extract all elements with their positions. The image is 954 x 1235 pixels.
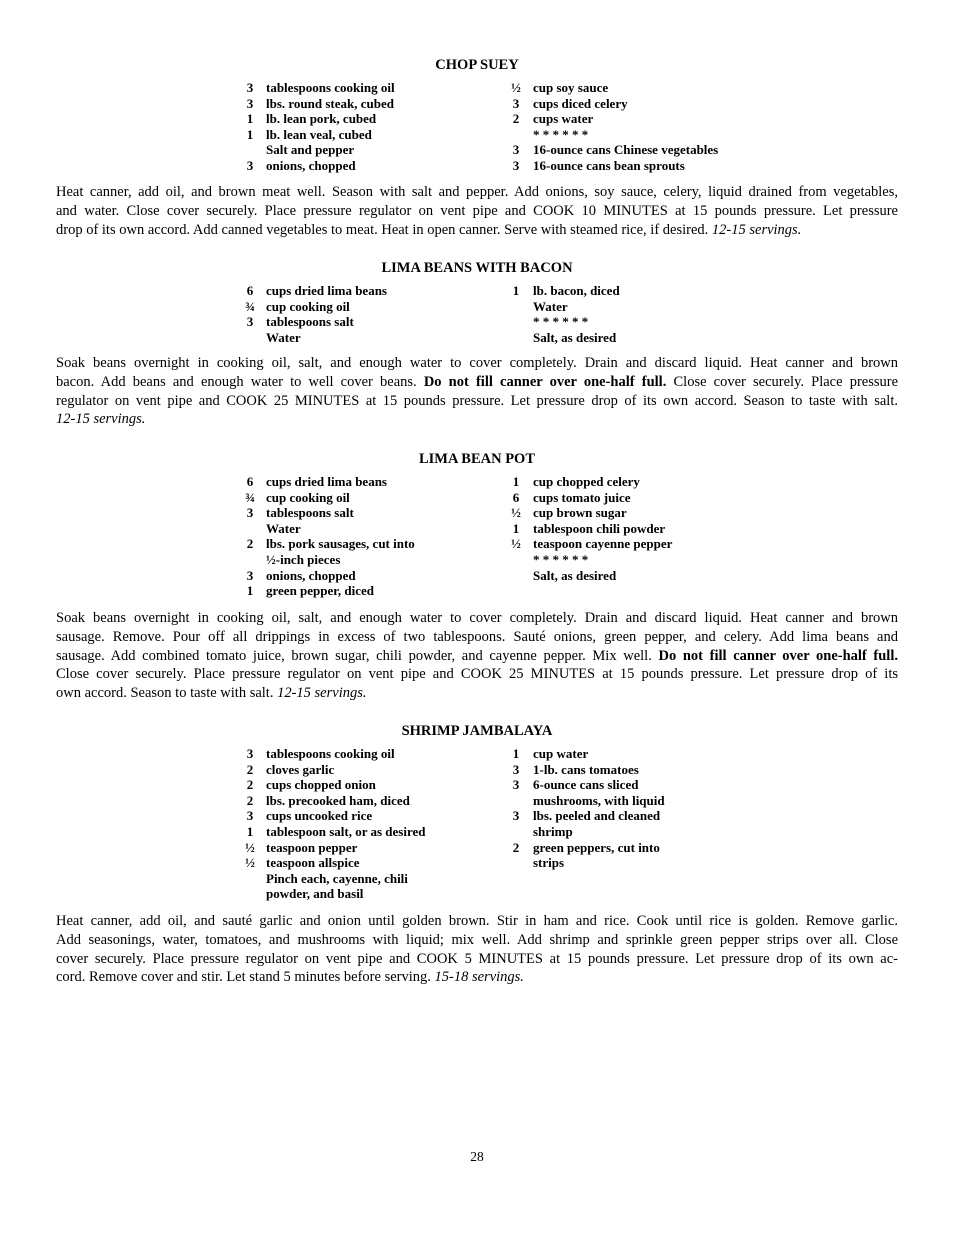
instruction-line — [56, 202, 898, 221]
ingredient-quantity: ½ — [511, 505, 521, 521]
ingredient-text: Water — [266, 520, 301, 536]
ingredient-left — [56, 871, 898, 887]
ingredient-quantity: 2 — [246, 777, 254, 793]
ingredient-quantity: 1 — [512, 746, 520, 761]
ingredient-text: cup water — [533, 746, 589, 761]
ingredient-right — [56, 111, 898, 127]
ingredient-text: onions, chopped — [266, 567, 356, 583]
instruction-line — [56, 609, 898, 628]
ingredient-text: ½-inch pieces — [266, 552, 341, 567]
instruction-line — [56, 628, 898, 647]
ingredient-text: 1-lb. cans tomatoes — [533, 761, 639, 777]
ingredient-text: powder, and basil — [266, 886, 364, 902]
instruction-text: drop of its own accord. Add canned vegetables to meat. Heat in open canner. Serve with steamed rice, if desired. — [56, 221, 712, 238]
instruction-text: own accord. Season to taste with salt. — [56, 685, 278, 702]
ingredient-text: tablespoons salt — [266, 314, 354, 330]
instruction-line — [56, 931, 898, 950]
ingredient-text: cup cooking oil — [266, 298, 350, 314]
recipe-title: LIMA BEANS WITH BACON — [381, 260, 573, 276]
ingredient-quantity: 2 — [512, 111, 520, 127]
instruction-line — [56, 968, 898, 987]
ingredient-quantity: ½ — [511, 536, 521, 552]
ingredient-text: * * * * * * — [533, 552, 589, 567]
ingredient-quantity: ¾ — [245, 298, 255, 314]
ingredient-text: cups diced celery — [533, 95, 628, 111]
recipe-title: LIMA BEAN POT — [418, 451, 535, 467]
instruction-text: and water. Close cover securely. Place pressure regulator on vent pipe and COOK 10 MINUTES at 15 pounds pressure. Let pressure — [56, 202, 898, 219]
ingredient-text: teaspoon cayenne pepper — [533, 536, 673, 552]
ingredient-right — [56, 127, 898, 143]
servings-text: 15-18 servings. — [434, 969, 524, 986]
ingredient-text: tablespoons cooking oil — [266, 80, 395, 95]
servings-text: 12-15 servings. — [56, 411, 146, 428]
ingredient-text: cups dried lima beans — [266, 283, 387, 298]
instruction-line — [56, 912, 898, 931]
instruction-text: Close cover securely. Place pressure — [666, 373, 899, 390]
ingredient-quantity: 1 — [246, 824, 254, 839]
ingredient-text: tablespoon chili powder — [533, 520, 666, 536]
recipe-title: CHOP SUEY — [435, 57, 519, 73]
ingredient-text: mushrooms, with liquid — [533, 792, 665, 808]
ingredient-text: cups water — [533, 111, 594, 127]
ingredient-text: * * * * * * — [533, 126, 589, 142]
ingredient-quantity: 3 — [246, 746, 254, 761]
ingredient-text: lbs. peeled and cleaned — [533, 808, 661, 824]
ingredient-left — [56, 583, 898, 599]
ingredient-quantity: 3 — [246, 505, 254, 521]
ingredient-right — [56, 552, 898, 568]
ingredient-quantity: 3 — [512, 158, 520, 173]
instruction-text: Add seasonings, water, tomatoes, and mushrooms with liquid; mix well. Add shrimp and sprinkle green pepper strips over all. Close — [56, 931, 898, 948]
ingredient-quantity: ¾ — [245, 489, 255, 505]
ingredient-text: cups dried lima beans — [266, 474, 387, 489]
ingredient-quantity: 1 — [512, 474, 520, 489]
ingredient-right — [56, 505, 898, 521]
ingredient-text: cup chopped celery — [533, 474, 640, 489]
ingredient-right — [56, 490, 898, 506]
recipe-title: SHRIMP JAMBALAYA — [401, 723, 553, 739]
ingredient-right — [56, 142, 898, 158]
ingredient-right — [56, 840, 898, 856]
ingredient-quantity: 2 — [246, 761, 254, 777]
ingredient-quantity: 3 — [512, 761, 520, 777]
ingredient-quantity: ½ — [245, 839, 255, 855]
instruction-text: cord. Remove cover and stir. Let stand 5 minutes before serving. — [56, 969, 435, 986]
ingredient-text: lbs. pork sausages, cut into — [266, 536, 415, 552]
ingredient-right — [56, 746, 898, 762]
ingredient-text: teaspoon allspice — [266, 855, 360, 871]
instruction-line — [56, 410, 898, 429]
ingredient-text: cups tomato juice — [533, 489, 631, 505]
instruction-text: Soak beans overnight in cooking oil, salt, and enough water to cover completely. Drain and discard liquid. Heat canner and brown — [56, 355, 898, 371]
ingredient-text: Salt, as desired — [533, 329, 617, 345]
ingredient-text: lb. bacon, diced — [533, 283, 620, 298]
ingredient-text: lb. lean veal, cubed — [266, 126, 372, 142]
ingredient-left — [56, 886, 898, 902]
ingredient-text: * * * * * * — [533, 314, 589, 330]
ingredient-text: 6-ounce cans sliced — [533, 777, 639, 793]
ingredient-right — [56, 808, 898, 824]
warning-text: Do not fill canner over one-half full. — [658, 647, 898, 664]
ingredient-text: 16-ounce cans Chinese vegetables — [533, 142, 719, 158]
ingredient-quantity: 3 — [246, 80, 254, 95]
ingredient-quantity: 3 — [246, 95, 254, 111]
ingredient-quantity: 1 — [246, 111, 254, 127]
ingredient-text: Water — [533, 298, 568, 314]
ingredient-quantity: 1 — [512, 283, 520, 298]
ingredient-quantity: 1 — [246, 583, 254, 599]
ingredient-right — [56, 96, 898, 112]
servings-text: 12-15 servings. — [277, 685, 367, 702]
servings-text: 12-15 servings. — [711, 221, 802, 238]
ingredient-right — [56, 330, 898, 346]
ingredient-quantity: 3 — [246, 314, 254, 330]
ingredient-text: tablespoon salt, or as desired — [266, 824, 426, 839]
ingredient-right — [56, 568, 898, 584]
instruction-text: Heat canner, add oil, and brown meat well. Season with salt and pepper. Add onions, soy sauce, celery, liquid drained from vegetables, — [56, 184, 898, 200]
ingredient-text: green pepper, diced — [266, 583, 374, 599]
instruction-line — [56, 183, 898, 202]
ingredient-quantity: 6 — [512, 489, 520, 505]
instruction-line — [56, 647, 898, 666]
ingredient-quantity: 3 — [512, 142, 520, 158]
ingredient-right — [56, 793, 898, 809]
ingredient-text: cup cooking oil — [266, 489, 350, 505]
ingredient-quantity: 1 — [512, 520, 520, 536]
ingredient-text: lbs. round steak, cubed — [266, 95, 394, 111]
instruction-line — [56, 392, 898, 411]
ingredient-text: green peppers, cut into — [533, 839, 660, 855]
ingredient-right — [56, 158, 898, 174]
ingredient-text: tablespoons salt — [266, 505, 354, 521]
ingredient-right — [56, 314, 898, 330]
ingredient-text: cup brown sugar — [533, 505, 627, 521]
instruction-line — [56, 221, 898, 240]
ingredient-quantity: ½ — [511, 80, 521, 95]
ingredient-right — [56, 474, 898, 490]
ingredient-right — [56, 777, 898, 793]
ingredient-right — [56, 521, 898, 537]
ingredient-quantity: 3 — [246, 158, 254, 173]
instruction-text: sausage. Add combined tomato juice, brown sugar, chili powder, and cayenne pepper. Mix well. — [56, 647, 659, 664]
ingredient-text: cup soy sauce — [533, 80, 609, 95]
ingredient-right — [56, 80, 898, 96]
ingredient-quantity: 1 — [246, 126, 254, 142]
instruction-line — [56, 665, 898, 684]
ingredient-right — [56, 299, 898, 315]
ingredient-quantity: 3 — [512, 95, 520, 111]
ingredient-text: tablespoons cooking oil — [266, 746, 395, 761]
ingredient-text: teaspoon pepper — [266, 839, 358, 855]
instruction-line — [56, 950, 898, 969]
ingredient-quantity: 3 — [512, 808, 520, 824]
page-number: 28 — [470, 1149, 484, 1164]
ingredient-text: lbs. precooked ham, diced — [266, 792, 410, 808]
ingredient-text: 16-ounce cans bean sprouts — [533, 158, 685, 173]
instruction-text: cover securely. Place pressure regulator on vent pipe and COOK 5 MINUTES at 15 pounds pressure. Let pressure drop of its own ac- — [56, 950, 898, 967]
ingredient-right — [56, 762, 898, 778]
ingredient-right — [56, 824, 898, 840]
ingredient-right — [56, 283, 898, 299]
ingredient-text: lb. lean pork, cubed — [266, 111, 377, 127]
ingredient-quantity: ½ — [245, 855, 255, 871]
ingredient-text: Water — [266, 329, 301, 345]
ingredient-right — [56, 536, 898, 552]
ingredient-quantity: 3 — [246, 808, 254, 824]
instruction-line — [56, 354, 898, 373]
instruction-text: bacon. Add beans and enough water to well cover beans. — [56, 373, 424, 390]
ingredient-right — [56, 855, 898, 871]
instruction-text: Soak beans overnight in cooking oil, salt, and enough water to cover completely. Drain and discard liquid. Heat canner and brown — [56, 610, 898, 626]
ingredient-text: cups uncooked rice — [266, 808, 373, 824]
instruction-line — [56, 684, 898, 703]
ingredient-quantity: 6 — [246, 283, 254, 298]
instruction-text: sausage. Remove. Pour off all drippings in excess of two tablespoons. Sauté onions, green pepper, and celery. Add lima beans and — [56, 628, 898, 645]
ingredient-text: cups chopped onion — [266, 777, 376, 793]
ingredient-quantity: 3 — [246, 567, 254, 583]
ingredient-text: Pinch each, cayenne, chili — [266, 870, 408, 886]
instruction-text: Heat canner, add oil, and sauté garlic and onion until golden brown. Stir in ham and rice. Cook until rice is golden. Remove garlic. — [56, 913, 898, 929]
ingredient-quantity: 3 — [512, 777, 520, 793]
instruction-line — [56, 373, 898, 392]
ingredient-quantity: 2 — [246, 536, 254, 552]
ingredient-text: Salt, as desired — [533, 567, 617, 583]
ingredient-text: strips — [533, 855, 565, 871]
instruction-text: Close cover securely. Place pressure regulator on vent pipe and COOK 25 MINUTES at 15 pounds pressure. Let pressure drop of its — [56, 666, 898, 683]
warning-text: Do not fill canner over one-half full. — [423, 373, 667, 390]
instruction-text: regulator on vent pipe and COOK 25 MINUTES at 15 pounds pressure. Let pressure drop of its own accord. Season to taste with salt. — [56, 392, 898, 409]
ingredient-quantity: 2 — [246, 792, 254, 808]
ingredient-text: onions, chopped — [266, 158, 356, 173]
ingredient-text: Salt and pepper — [266, 142, 355, 158]
ingredient-quantity: 6 — [246, 474, 254, 489]
ingredient-text: cloves garlic — [266, 761, 335, 777]
ingredient-quantity: 2 — [512, 839, 520, 855]
ingredient-text: shrimp — [533, 824, 573, 839]
